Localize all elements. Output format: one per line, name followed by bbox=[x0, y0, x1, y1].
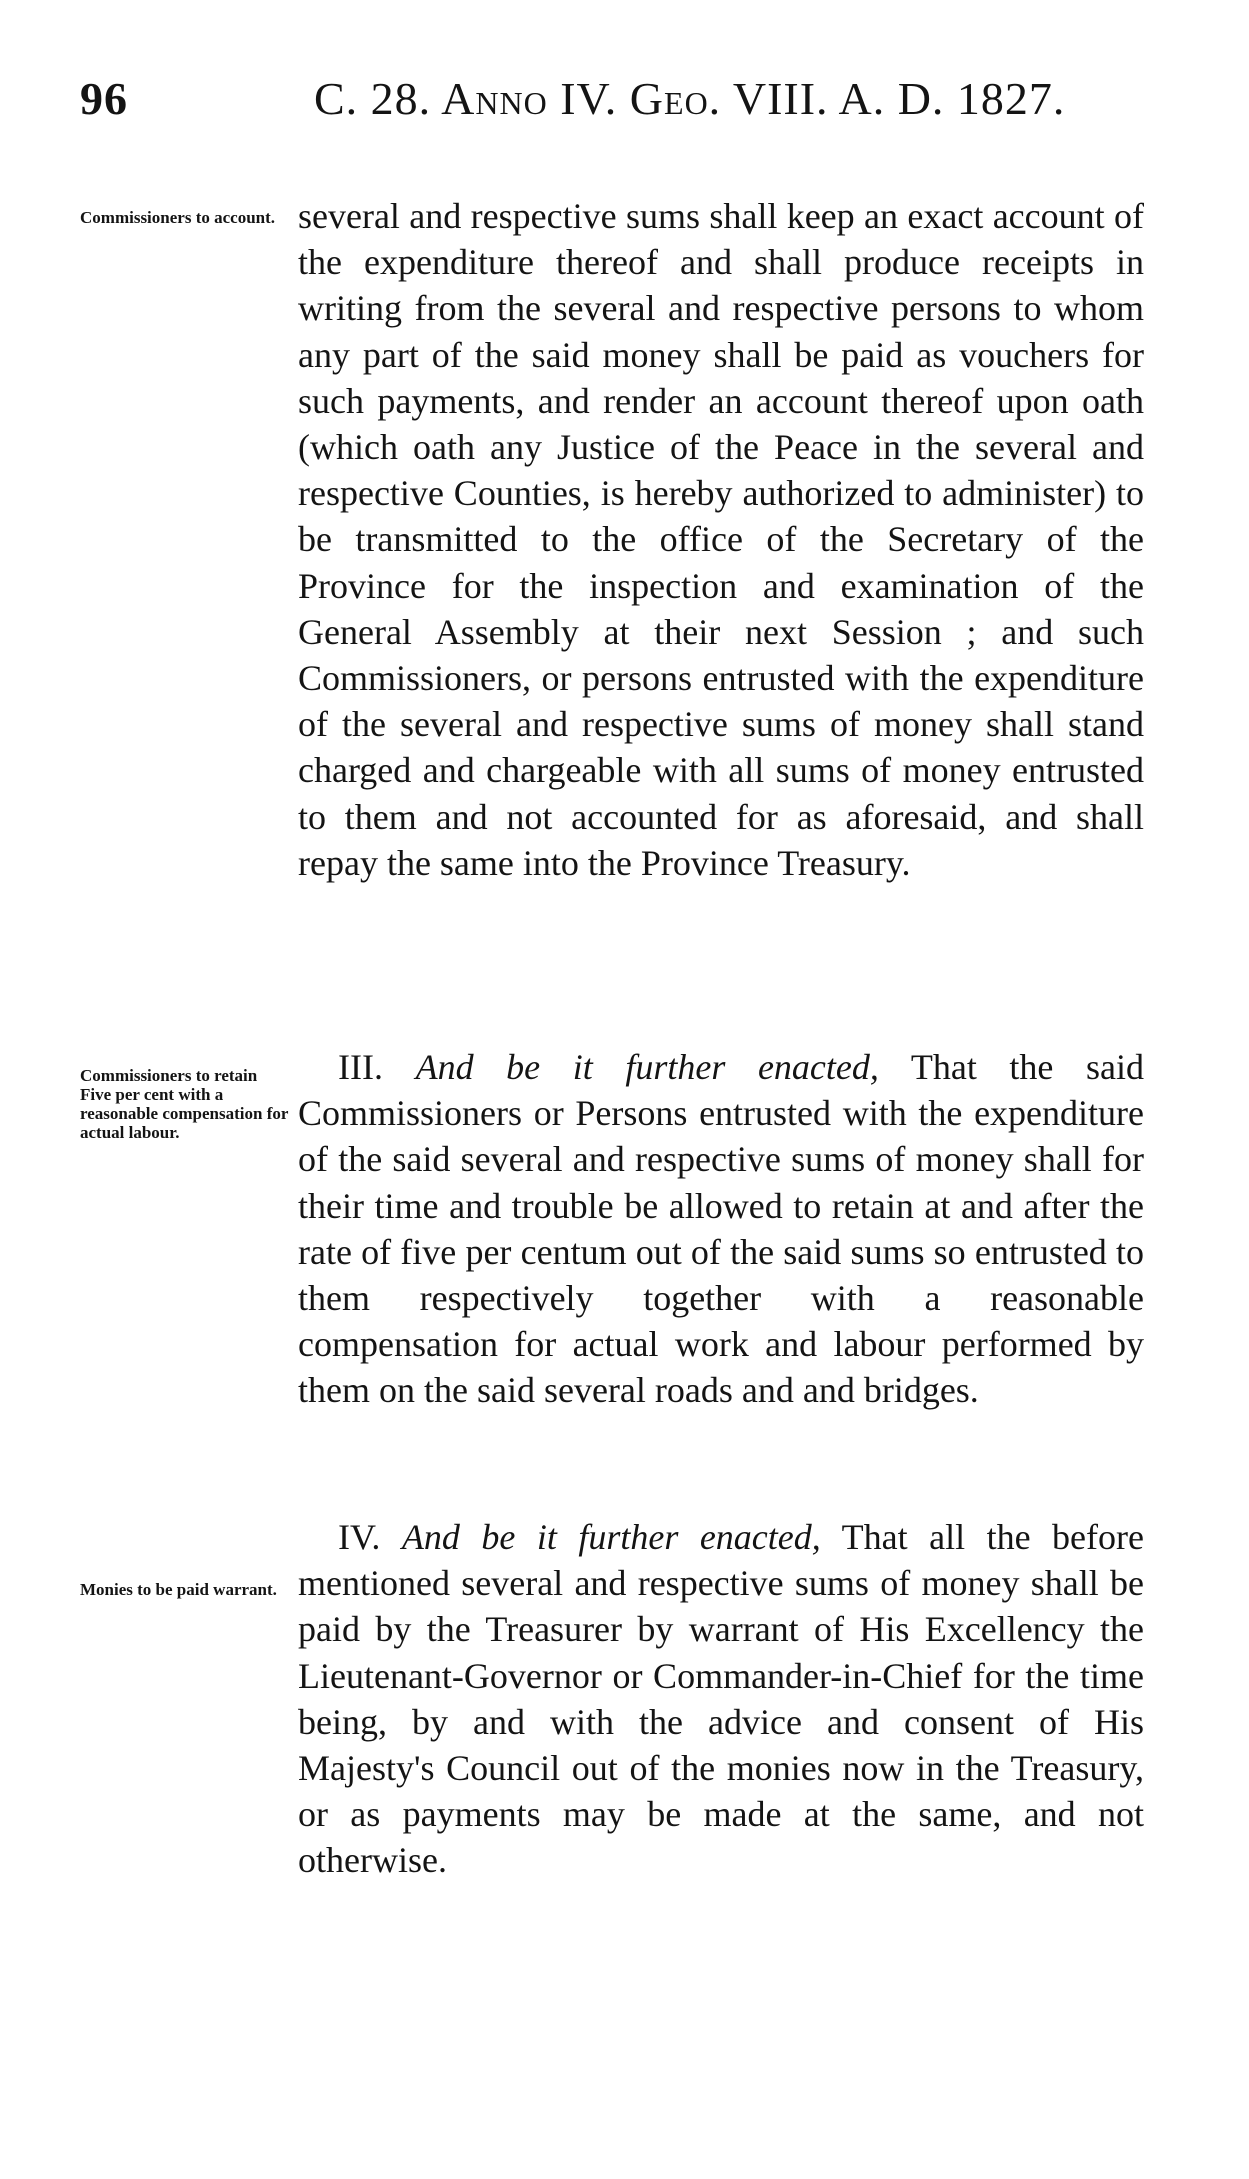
section-lead: And be it further enacted, bbox=[401, 1517, 821, 1557]
margin-note-monies-warrant: Monies to be paid warrant. bbox=[80, 1580, 277, 1599]
section-continuation bbox=[298, 193, 1144, 886]
section-body: That the said Commissioners or Persons entrusted with the expenditure of the said several and respective sums of money shall for their time and trouble be allowed to retain at and after the rate of five per centum out of the said sums so entrusted to them respectively together with a reasonable compensation for actual work and labour performed by them on the said several roads and and bridges. bbox=[298, 1047, 1144, 1411]
running-title: C. 28. Anno IV. Geo. VIII. A. D. 1827. bbox=[314, 73, 1066, 124]
section-numeral: III. bbox=[338, 1047, 383, 1087]
page-number: 96 bbox=[80, 73, 128, 124]
section-body: several and respective sums shall keep an exact account of the expenditure thereof and shall produce receipts in writing from the several and respective persons to whom any part of the said money shall be paid as vouchers for such payments, and render an account thereof upon oath (which oath any Justice of the Peace in the several and respective Counties, is hereby authorized to administer) to be transmitted to the office of the Secretary of the Province for the inspection and examination of the General Assembly at their next Session ; and such Commissioners, or persons entrusted with the expenditure of the several and respective sums of money shall stand charged and chargeable with all sums of money entrusted to them and not accounted for as aforesaid, and shall repay the same into the Province Treasury. bbox=[298, 196, 1144, 883]
page-header bbox=[80, 72, 1170, 142]
section-paragraph bbox=[298, 1514, 1144, 1884]
margin-note-commissioners-account: Commissioners to account. bbox=[80, 208, 276, 227]
section-iii bbox=[298, 1044, 1144, 1414]
section-numeral: IV. bbox=[338, 1517, 381, 1557]
section-paragraph bbox=[298, 1044, 1144, 1414]
section-body: That all the before mentioned several and respective sums of money shall be paid by the Treasurer by warrant of His Excellency the Lieutenant-Governor or Commander-in-Chief for the time being, by and with the advice and consent of His Majesty's Council out of the monies now in the Treasury, or as payments may be made at the same, and not otherwise. bbox=[298, 1517, 1144, 1881]
section-lead: And be it further enacted, bbox=[415, 1047, 879, 1087]
margin-note-retain-five-percent: Commissioners to retain Five per cent with a reasonable compensation for actual labour. bbox=[80, 1066, 289, 1142]
section-iv bbox=[298, 1514, 1144, 1884]
